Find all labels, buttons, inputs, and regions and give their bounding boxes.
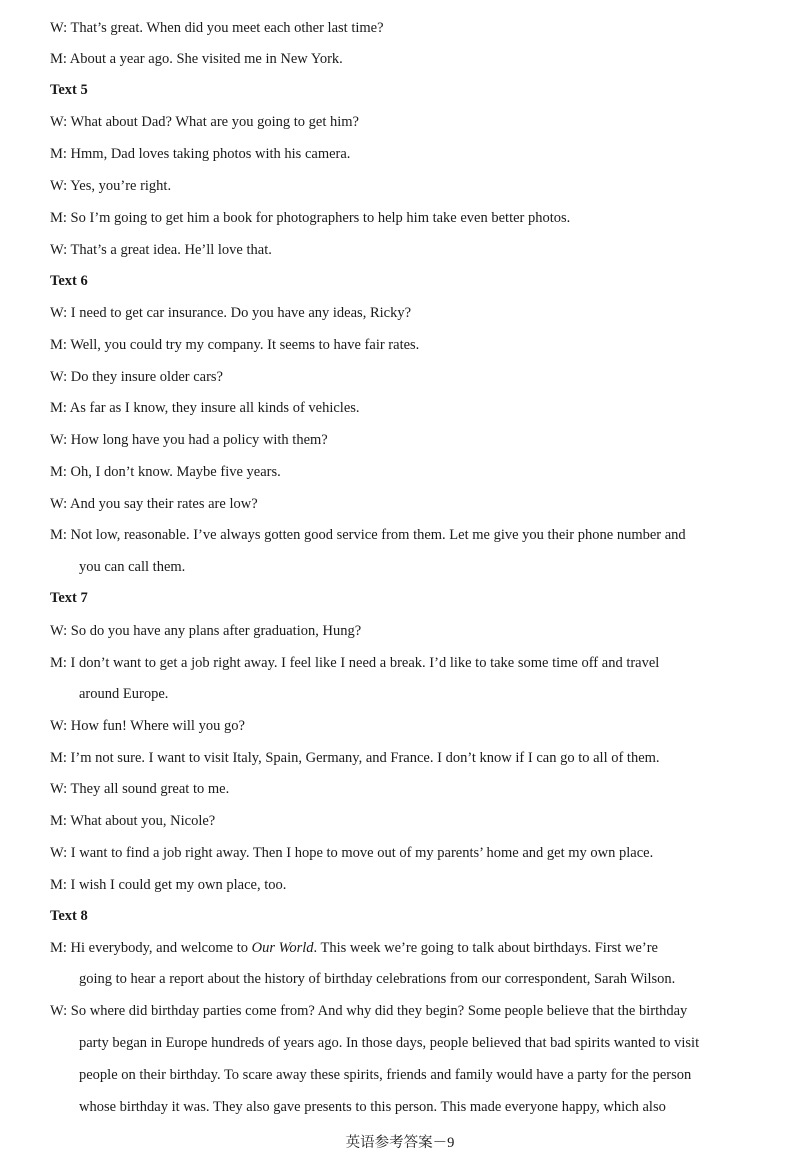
- dialogue-line: W: How fun! Where will you go?: [50, 718, 245, 734]
- dialogue-line: W: Do they insure older cars?: [50, 369, 223, 385]
- dialogue-line: W: How long have you had a policy with them?: [50, 432, 328, 448]
- dialogue-line: M: As far as I know, they insure all kinds of vehicles.: [50, 400, 360, 416]
- dialogue-line: W: That’s a great idea. He’ll love that.: [50, 242, 272, 258]
- dialogue-line: M: Not low, reasonable. I’ve always gotten good service from them. Let me give you their phone number and: [50, 527, 686, 543]
- dialogue-line-continuation: whose birthday it was. They also gave presents to this person. This made everyone happy, which also: [79, 1099, 666, 1115]
- dialogue-line: M: Oh, I don’t know. Maybe five years.: [50, 464, 281, 480]
- dialogue-line: M: Well, you could try my company. It seems to have fair rates.: [50, 337, 420, 353]
- dialogue-line: M: I wish I could get my own place, too.: [50, 877, 287, 893]
- dialogue-line-continuation: going to hear a report about the history of birthday celebrations from our correspondent, Sarah Wilson.: [79, 971, 676, 987]
- dialogue-line: W: They all sound great to me.: [50, 781, 230, 797]
- dialogue-line: W: What about Dad? What are you going to get him?: [50, 114, 359, 130]
- dialogue-line-continuation: around Europe.: [79, 686, 169, 702]
- dialogue-line: W: Yes, you’re right.: [50, 178, 172, 194]
- dialogue-line: M: I’m not sure. I want to visit Italy, Spain, Germany, and France. I don’t know if I can go to all of them.: [50, 750, 660, 766]
- dialogue-line-continuation: you can call them.: [79, 559, 186, 575]
- dialogue-line: W: So where did birthday parties come from? And why did they begin? Some people believe that the birthday: [50, 1003, 688, 1019]
- dialogue-line: W: That’s great. When did you meet each other last time?: [50, 20, 384, 36]
- dialogue-line: W: And you say their rates are low?: [50, 496, 258, 512]
- page-footer: 英语参考答案－9: [345, 1135, 455, 1151]
- dialogue-line: M: Hi everybody, and welcome to Our World. This week we’re going to talk about birthdays. First we’re: [50, 940, 658, 956]
- dialogue-line: M: Hmm, Dad loves taking photos with his camera.: [50, 146, 351, 162]
- dialogue-line: M: So I’m going to get him a book for photographers to help him take even better photos.: [50, 210, 571, 226]
- section-heading: Text 5: [50, 82, 88, 98]
- dialogue-line-continuation: people on their birthday. To scare away these spirits, friends and family would have a party for the person: [79, 1067, 692, 1083]
- dialogue-line: W: I need to get car insurance. Do you have any ideas, Ricky?: [50, 305, 412, 321]
- dialogue-line-continuation: party began in Europe hundreds of years ago. In those days, people believed that bad spirits wanted to visit: [79, 1035, 700, 1051]
- section-heading: Text 7: [50, 590, 88, 606]
- dialogue-line: M: I don’t want to get a job right away. I feel like I need a break. I’d like to take some time off and travel: [50, 655, 660, 671]
- dialogue-line: M: About a year ago. She visited me in New York.: [50, 51, 343, 67]
- program-title: Our World: [251, 940, 314, 956]
- dialogue-line: W: I want to find a job right away. Then I hope to move out of my parents’ home and get my own place.: [50, 845, 654, 861]
- section-heading: Text 6: [50, 273, 88, 289]
- dialogue-line: M: What about you, Nicole?: [50, 813, 216, 829]
- section-heading: Text 8: [50, 908, 88, 924]
- dialogue-line: W: So do you have any plans after graduation, Hung?: [50, 623, 362, 639]
